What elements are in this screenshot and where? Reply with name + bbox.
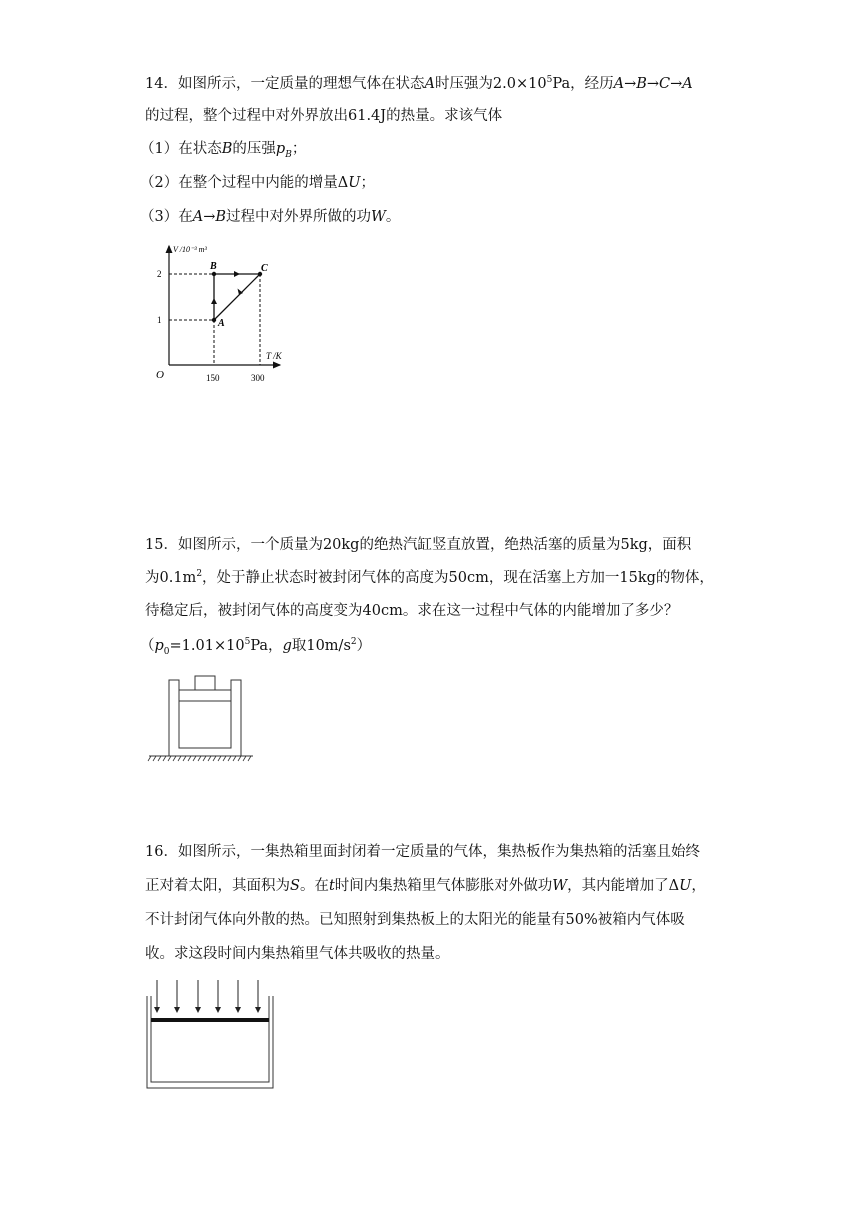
q16-line-2: 正对着太阳，其面积为S。在t时间内集热箱里气体膨胀对外做功W，其内能增加了ΔU， [145, 878, 706, 894]
y-tick-1: 1 [157, 315, 162, 325]
q14-part-3: （3）在A→B过程中对外界所做的功W。 [140, 209, 401, 225]
x-tick-300: 300 [251, 373, 265, 383]
collector-plate [151, 1018, 269, 1022]
q15-line-4: （$p_0=1.01\times 10^5Pa$，g取$10m/s^2$） [140, 637, 372, 657]
piston [179, 690, 231, 701]
q14-part-1: （1）在状态B的压强$p_B$； [140, 141, 307, 160]
vt-graph [150, 240, 290, 390]
q16-line-1: 16．如图所示，一集热箱里面封闭着一定质量的气体，集热板作为集热箱的活塞且始终 [145, 844, 700, 860]
x-axis-label: T /K [266, 351, 282, 361]
weight-block [195, 676, 215, 690]
q14-line-2: 的过程，整个过程中对外界放出61.4J的热量。求该气体 [145, 108, 503, 124]
q15-line-2: 为$0.1m^2$，处于静止状态时被封闭气体的高度为50cm，现在活塞上方加一15kg的物体， [145, 569, 714, 586]
q14-part-2: （2）在整个过程中内能的增量ΔU； [140, 175, 375, 191]
y-axis-label: V /10⁻³ m³ [173, 245, 207, 254]
point-c-label: C [261, 263, 268, 274]
origin-label: O [156, 369, 164, 381]
q14-line-1: 14．如图所示，一定质量的理想气体在状态A时压强为$2.0\times 10^5Pa$，经历A→B→C→A [145, 75, 693, 92]
y-tick-2: 2 [157, 269, 162, 279]
cylinder-figure [145, 670, 255, 770]
point-b-label: B [210, 261, 217, 272]
point-a [212, 318, 216, 322]
heat-collector-figure [143, 978, 278, 1093]
q16-line-3: 不计封闭气体向外散的热。已知照射到集热板上的太阳光的能量有50%被箱内气体吸 [145, 912, 685, 928]
point-a-label: A [218, 318, 225, 329]
process-c-a [214, 274, 260, 320]
q16-line-4: 收。求这段时间内集热箱里气体共吸收的热量。 [145, 946, 450, 962]
x-tick-150: 150 [206, 373, 220, 383]
point-b [212, 272, 216, 276]
q15-line-3: 待稳定后，被封闭气体的高度变为40cm。求在这一过程中气体的内能增加了多少？ [145, 603, 679, 619]
q15-line-1: 15．如图所示，一个质量为20kg的绝热汽缸竖直放置，绝热活塞的质量为5kg，面积 [145, 537, 692, 553]
